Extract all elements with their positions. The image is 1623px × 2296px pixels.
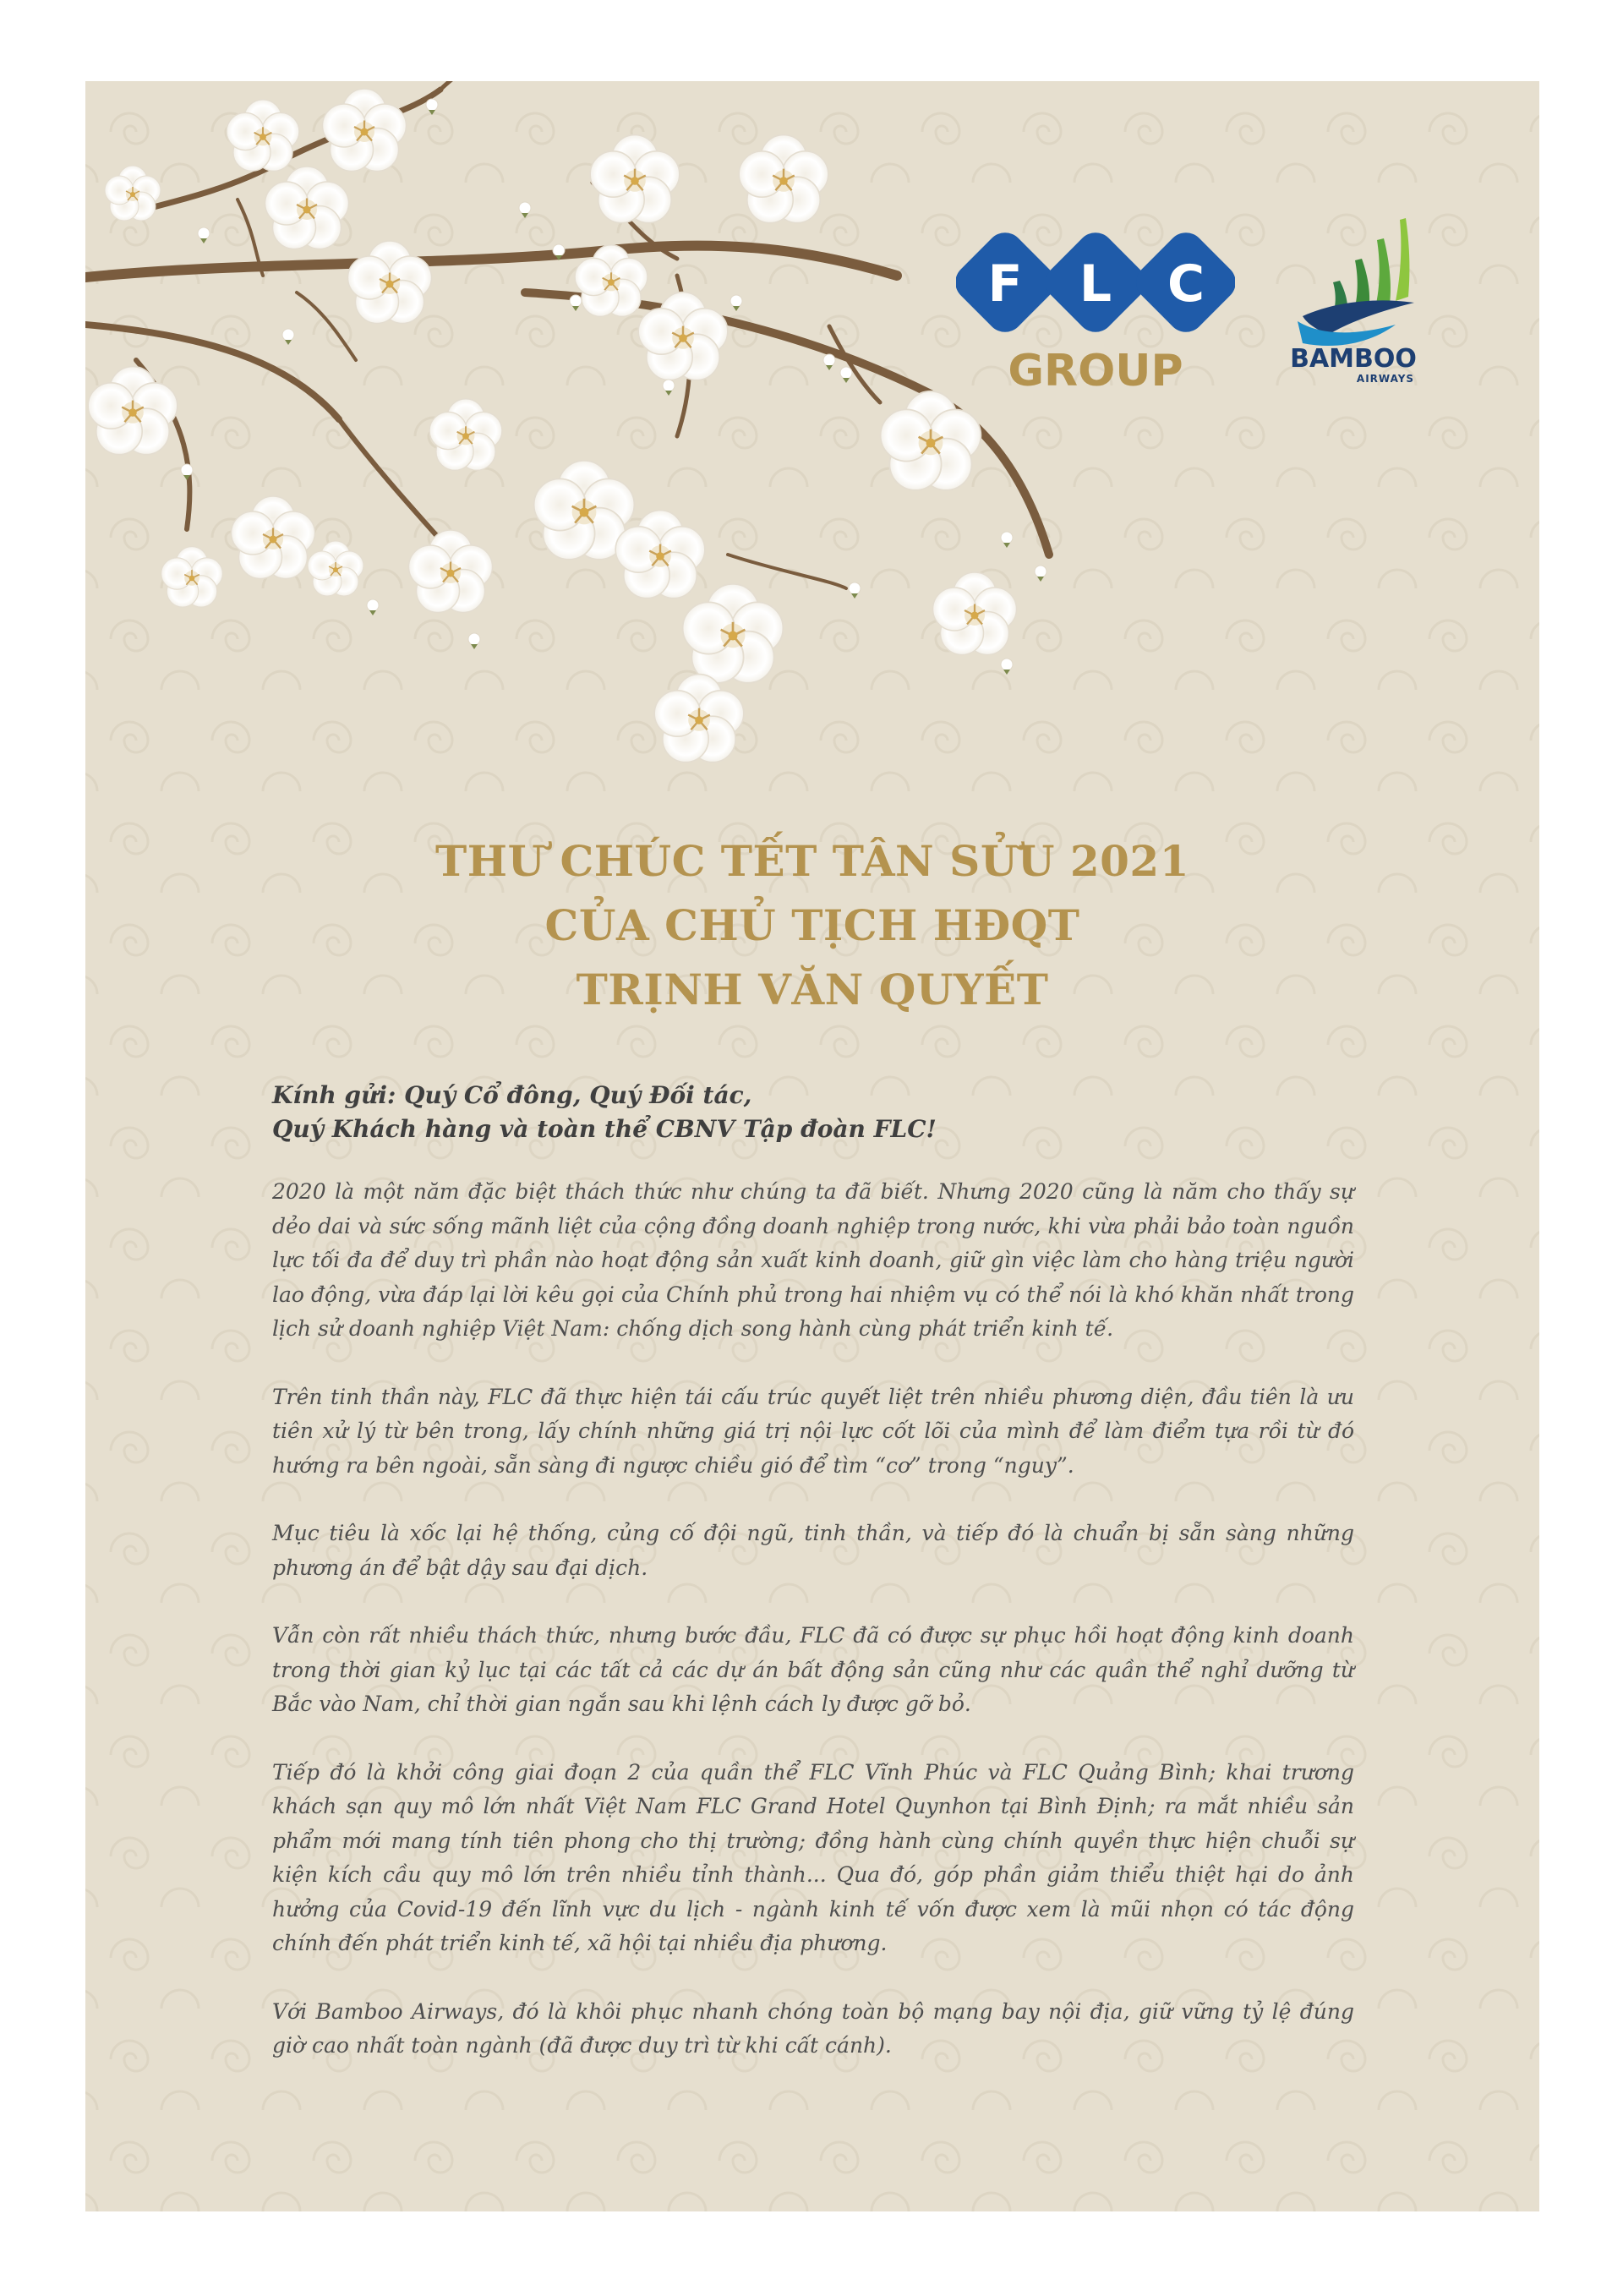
bamboo-airways-logo bbox=[1269, 216, 1438, 385]
paragraph-1: 2020 là một năm đặc biệt thách thức như chúng ta đã biết. Nhưng 2020 cũng là năm cho thấy sự dẻo dai và sức sống mãnh liệt của cộng đồng doanh nghiệp trong nước, khi vừa phải bảo toàn nguồn lực tối đa để duy trì phần nào hoạt động sản xuất kinh doanh, giữ gìn việc làm cho hàng triệu người lao động, vừa đáp lại lời kêu gọi của Chính phủ trong hai nhiệm vụ có thể nói là khó khăn nhất trong lịch sử doanh nghiệp Việt Nam: chống dịch song hành cùng phát triển kinh tế. bbox=[272, 1179, 1354, 1341]
salutation-line-1: Kính gửi: Quý Cổ đông, Quý Đối tác, bbox=[272, 1081, 752, 1109]
letter-card bbox=[85, 81, 1539, 2211]
paragraph-2: Trên tinh thần này, FLC đã thực hiện tái cấu trúc quyết liệt trên nhiều phương diện, đầu tiên là ưu tiên xử lý từ bên trong, lấy chính những giá trị nội lực cốt lõi của mình để làm điểm tựa rồi từ đó hướng ra bên ngoài, sẵn sàng đi ngược chiều gió để tìm “cơ” trong “nguy”. bbox=[272, 1384, 1354, 1478]
bamboo-name-text: BAMBOO bbox=[1290, 344, 1417, 374]
salutation bbox=[272, 1079, 1354, 1146]
title-line-2: CỦA CHỦ TỊCH HĐQT bbox=[544, 900, 1080, 950]
flc-group-text: GROUP bbox=[1008, 346, 1183, 394]
paragraph-6: Với Bamboo Airways, đó là khôi phục nhanh chóng toàn bộ mạng bay nội địa, giữ vững tỷ lệ đúng giờ cao nhất toàn ngành (đã được duy trì từ khi cất cánh). bbox=[272, 1998, 1354, 2058]
title-line-3: TRỊNH VĂN QUYẾT bbox=[576, 965, 1049, 1014]
title-line-1: THƯ CHÚC TẾT TÂN SỬU 2021 bbox=[435, 836, 1189, 886]
flc-group-logo bbox=[956, 225, 1235, 394]
paragraph-4: Vẫn còn rất nhiều thách thức, nhưng bước đầu, FLC đã có được sự phục hồi hoạt động kinh doanh trong thời gian kỷ lục tại các tất cả các dự án bất động sản cũng như các quần thể nghỉ dưỡng từ Bắc vào Nam, chỉ thời gian ngắn sau khi lệnh cách ly được gỡ bỏ. bbox=[272, 1623, 1354, 1716]
letter-title bbox=[85, 829, 1539, 1022]
plum-blossom-branch bbox=[85, 81, 1201, 757]
paragraph-3: Mục tiêu là xốc lại hệ thống, củng cố đội ngũ, tinh thần, và tiếp đó là chuẩn bị sẵn sàng những phương án để bật dậy sau đại dịch. bbox=[272, 1521, 1354, 1580]
paragraph-5: Tiếp đó là khởi công giai đoạn 2 của quần thể FLC Vĩnh Phúc và FLC Quảng Bình; khai trương khách sạn quy mô lớn nhất Việt Nam FLC Grand Hotel Quynhon tại Bình Định; ra mắt nhiều sản phẩm mới mang tính tiên phong cho thị trường; đồng hành cùng chính quyền thực hiện chuỗi sự kiện kích cầu quy mô lớn trên nhiều tỉnh thành... Qua đó, góp phần giảm thiểu thiệt hại do ảnh hưởng của Covid-19 đến lĩnh vực du lịch - ngành kinh tế vốn được xem là mũi nhọn có tác động chính đến phát triển kinh tế, xã hội tại nhiều địa phương. bbox=[272, 1759, 1354, 1955]
bamboo-airways-text: AIRWAYS bbox=[1356, 373, 1415, 385]
flc-letter-c: C bbox=[1167, 254, 1205, 314]
letter-body bbox=[272, 1079, 1354, 2097]
flc-letter-f: F bbox=[987, 254, 1023, 314]
flc-letter-l: L bbox=[1079, 254, 1112, 314]
salutation-line-2: Quý Khách hàng và toàn thể CBNV Tập đoàn FLC! bbox=[272, 1115, 937, 1143]
